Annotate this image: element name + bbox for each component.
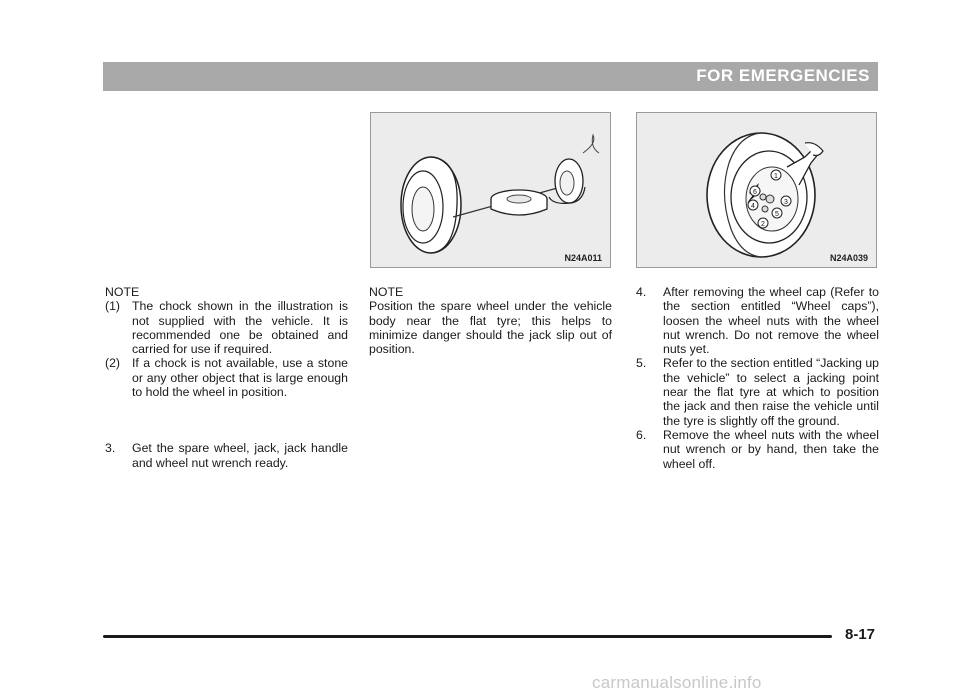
page-number: 8-17 xyxy=(845,626,876,643)
section-title: FOR EMERGENCIES xyxy=(696,66,870,85)
note-text: Position the spare wheel under the vehicle body near the flat tyre; this helps to minimize danger should the jack slip out of position. xyxy=(369,299,612,357)
right-text-column xyxy=(636,285,879,471)
step-number: 3. xyxy=(105,441,116,456)
left-text-column xyxy=(105,285,348,470)
nut-number: 2 xyxy=(761,221,765,228)
figure-code: N24A039 xyxy=(829,253,868,263)
nut-number: 5 xyxy=(775,211,779,218)
middle-text-column xyxy=(369,285,612,356)
note-item-text: If a chock is not available, use a stone or any other object that is large enough to hold the wheel in position. xyxy=(132,356,348,400)
nut-number: 1 xyxy=(774,173,778,180)
step-item xyxy=(636,285,879,356)
note-item-number: (2) xyxy=(105,356,121,371)
spare-wheel-illustration xyxy=(371,113,610,267)
step-item xyxy=(636,356,879,427)
nut-number: 4 xyxy=(751,203,755,210)
figure-code: N24A011 xyxy=(564,253,602,263)
note-heading: NOTE xyxy=(369,285,404,299)
step-number: 6. xyxy=(636,427,647,442)
figure-spare-wheel-under-vehicle xyxy=(370,112,611,268)
note-item xyxy=(105,356,348,399)
step-item xyxy=(105,441,348,470)
step-text: Get the spare wheel, jack, jack handle and wheel nut wrench ready. xyxy=(132,441,348,470)
wheel-nut-illustration xyxy=(637,113,876,267)
note-item xyxy=(105,299,348,356)
step-text: Refer to the section entitled “Jacking up the vehicle” to select a jacking point near the flat tyre at which to position the jack and then raise the vehicle until the tyre is slightly off the ground. xyxy=(663,356,880,428)
footer-rule xyxy=(103,635,832,638)
step-item xyxy=(636,428,879,471)
step-text: After removing the wheel cap (Refer to the section entitled “Wheel caps”), loosen the wheel nuts with the wheel nut wrench. Do not remove the wheel nuts yet. xyxy=(663,285,879,357)
step-number: 4. xyxy=(636,285,647,299)
note-heading: NOTE xyxy=(105,285,140,299)
nut-number: 3 xyxy=(784,199,788,206)
nut-number: 6 xyxy=(753,189,757,196)
figure-wheel-nut-order xyxy=(636,112,877,268)
step-text: Remove the wheel nuts with the wheel nut wrench or by hand, then take the wheel off. xyxy=(663,427,879,471)
step-number: 5. xyxy=(636,356,647,371)
section-header-bar xyxy=(103,62,878,91)
note-item-number: (1) xyxy=(105,299,121,314)
watermark: carmanualsonline.info xyxy=(592,673,762,692)
note-item-text: The chock shown in the illustration is not supplied with the vehicle. It is recommended one be obtained and carried for use if required. xyxy=(132,299,348,357)
